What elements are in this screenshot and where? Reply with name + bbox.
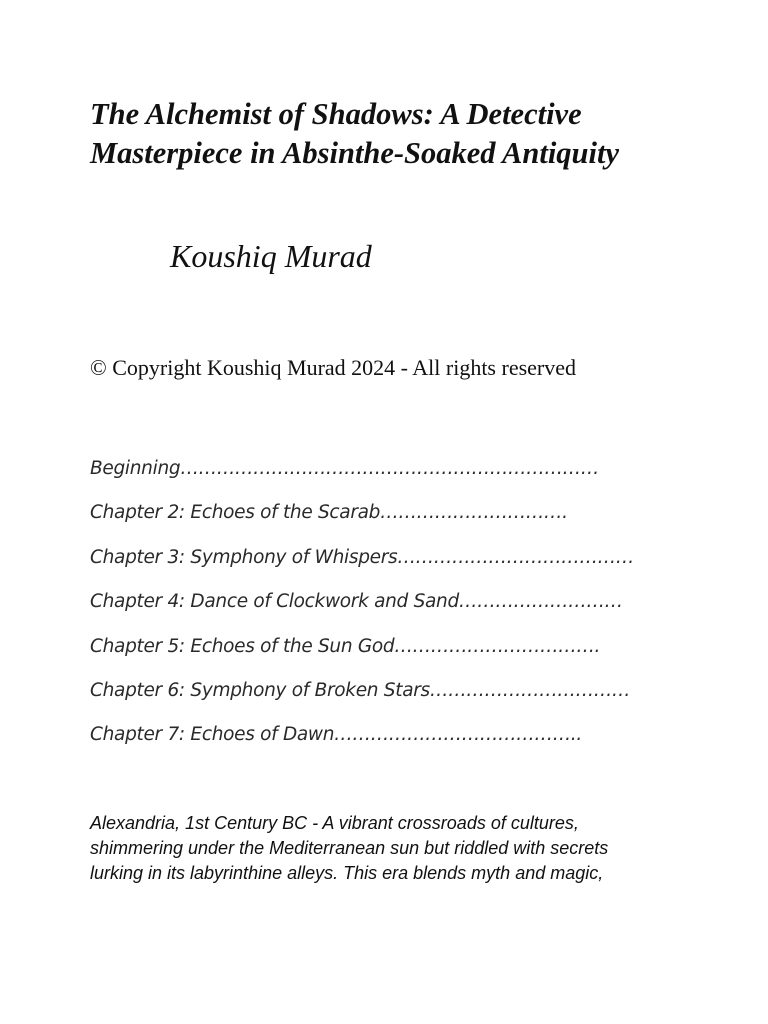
paragraph-line-2: shimmering under the Mediterranean sun but riddled with secrets	[90, 838, 609, 858]
toc-entry-chapter-7[interactable]: Chapter 7: Echoes of Dawn…………………………………..	[90, 724, 582, 746]
copyright-notice: © Copyright Koushiq Murad 2024 - All rights reserved	[90, 355, 576, 380]
toc-entry-chapter-3[interactable]: Chapter 3: Symphony of Whispers…………………………………	[90, 546, 634, 568]
book-title	[90, 95, 730, 173]
book-title-line-2: Masterpiece in Absinthe-Soaked Antiquity	[90, 136, 619, 170]
author-name: Koushiq Murad	[170, 238, 372, 274]
paragraph-line-3: lurking in its labyrinthine alleys. This era blends myth and magic,	[90, 863, 604, 883]
toc-entry-chapter-6[interactable]: Chapter 6: Symphony of Broken Stars……………………………	[90, 679, 631, 701]
toc-entry-chapter-5[interactable]: Chapter 5: Echoes of the Sun God…………………………….	[90, 635, 601, 657]
toc-entry-beginning[interactable]: Beginning……………………………………………………………	[90, 458, 599, 479]
opening-paragraph	[90, 811, 690, 886]
book-title-line-1: The Alchemist of Shadows: A Detective	[90, 97, 582, 131]
toc-list	[90, 454, 634, 765]
paragraph-line-1: Alexandria, 1st Century BC - A vibrant crossroads of cultures,	[90, 813, 579, 833]
toc-entry-chapter-4[interactable]: Chapter 4: Dance of Clockwork and Sand………………………	[90, 591, 623, 613]
toc-entry-chapter-2[interactable]: Chapter 2: Echoes of the Scarab………………………….	[90, 502, 568, 524]
